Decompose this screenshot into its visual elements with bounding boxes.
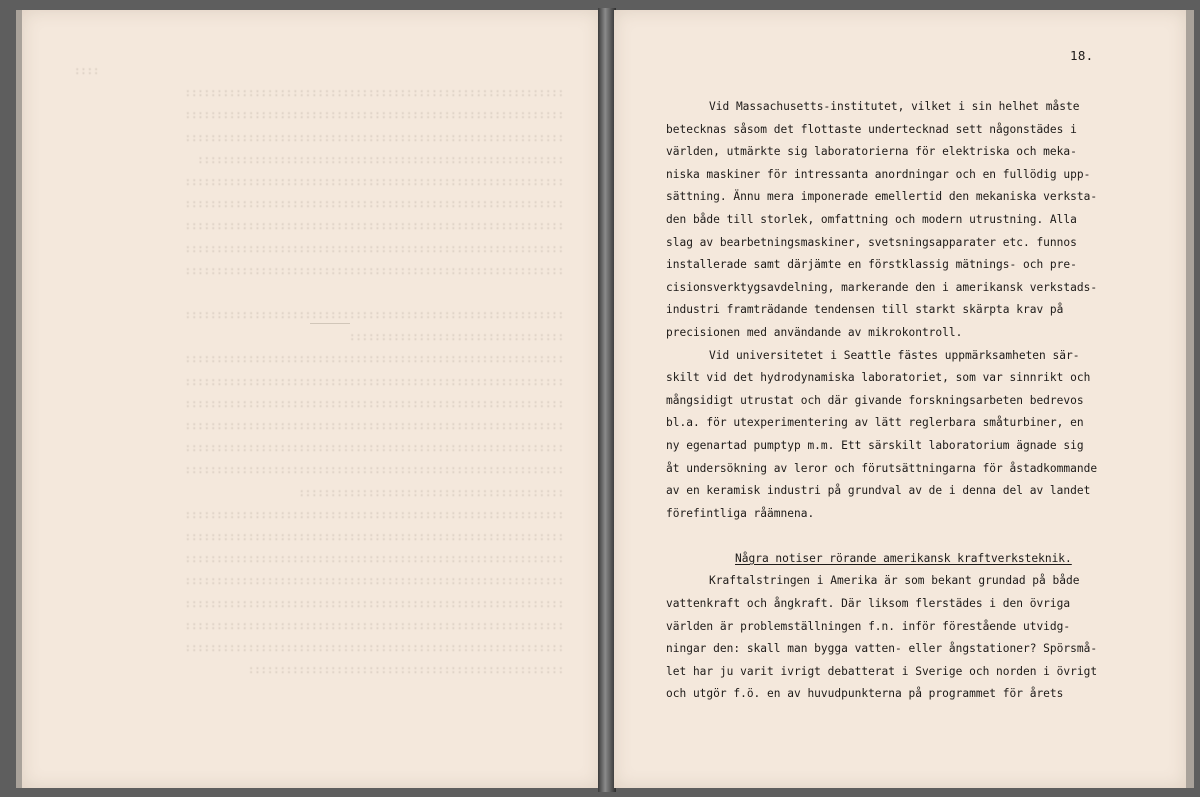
text-line: åt undersökning av leror och förutsättningarna för åstadkommande	[666, 461, 1098, 475]
page-body	[666, 96, 1096, 706]
right-page-edge	[1186, 10, 1194, 788]
text-line: bl.a. för utexperimentering av lätt reglerbara småturbiner, en	[666, 416, 1084, 430]
text-line: världen är problemställningen f.n. inför förestående utvidg-	[666, 619, 1071, 633]
text-line: slag av bearbetningsmaskiner, svetsningsapparater etc. funnos	[666, 235, 1077, 249]
text-line: vattenkraft och ångkraft. Där liksom flerstädes i den övriga	[666, 597, 1071, 611]
text-line: Vid universitetet i Seattle fästes uppmärksamheten sär-	[709, 348, 1080, 362]
paragraph-1	[666, 96, 1096, 345]
text-line: precisionen med användande av mikrokontroll.	[666, 325, 963, 339]
text-line: betecknas såsom det flottaste undertecknad sett någonstädes i	[666, 122, 1077, 136]
paragraph-spacer	[666, 525, 1096, 548]
text-line: Vid Massachusetts-institutet, vilket i sin helhet måste	[709, 100, 1080, 113]
text-line: cisionsverktygsavdelning, markerande den i amerikansk verkstads-	[666, 280, 1098, 294]
text-line: niska maskiner för intressanta anordningar och en fullödig upp-	[666, 167, 1091, 181]
text-line: sättning. Ännu mera imponerade emellertid den mekaniska verksta-	[666, 190, 1098, 204]
text-line: let har ju varit ivrigt debatterat i Sverige och norden i övrigt	[666, 664, 1098, 678]
text-line: ningar den: skall man bygga vatten- eller ångstationer? Spörsmå-	[666, 642, 1098, 656]
text-line: världen, utmärkte sig laboratorierna för elektriska och meka-	[666, 145, 1077, 159]
text-line: och utgör f.ö. en av huvudpunkterna på programmet för årets	[666, 687, 1064, 701]
paragraph-3	[666, 570, 1096, 706]
text-line: skilt vid det hydrodynamiska laboratoriet, som var sinnrikt och	[666, 371, 1091, 385]
paragraph-2	[666, 345, 1096, 526]
text-line: ny egenartad pumptyp m.m. Ett särskilt laboratorium ägnade sig	[666, 438, 1084, 452]
text-line: av en keramisk industri på grundval av de i denna del av landet	[666, 484, 1091, 498]
bleed-through-texture: :::: :::::::::::::::::::::::::::::::::::::::::::::::::::::::::::: :::::::::::::::::::::::::::::::::::::::::::::::::::::::::::: :::::::::::::::::::::::::::::::::::::::::::::::::::::::::::: :::::::::::::::::::::::::::::::::::::::::::::::::::::::::: :::::::::::::::::::::::::::::::::::::::::::::::::::::::::::: :::::::::::::::::::::::::::::::::::::::::::::::::::::::::::: :::::::::::::::::::::::::::::::::::::::::::::::::::::::::::: :::::::::::::::::::::::::::::::::::::::::::::::::::::::::::: :::::::::::::::::::::::::::::::::::::::::::::::::::::::::::: :::::::::::::::::::::::::::::::::::::::::::::::::::::::::::: :::::::::::::::::::::::::::::::::: :::::::::::::::::::::::::::::::::::::::::::::::::::::::::::: :::::::::::::::::::::::::::::::::::::::::::::::::::::::::::: :::::::::::::::::::::::::::::::::::::::::::::::::::::::::::: :::::::::::::::::::::::::::::::::::::::::::::::::::::::::::: :::::::::::::::::::::::::::::::::::::::::::::::::::::::::::: :::::::::::::::::::::::::::::::::::::::::::::::::::::::::::: :::::::::::::::::::::::::::::::::::::::::: :::::::::::::::::::::::::::::::::::::::::::::::::::::::::::: :::::::::::::::::::::::::::::::::::::::::::::::::::::::::::: :::::::::::::::::::::::::::::::::::::::::::::::::::::::::::: :::::::::::::::::::::::::::::::::::::::::::::::::::::::::::: :::::::::::::::::::::::::::::::::::::::::::::::::::::::::::: :::::::::::::::::::::::::::::::::::::::::::::::::::::::::::: :::::::::::::::::::::::::::::::::::::::::::::::::::::::::::: ::::::::::::::::::::::::::::::::::::::::::::::::::	[74, 65, 564, 677]
bleed-through-rule	[310, 323, 350, 324]
text-line: den både till storlek, omfattning och modern utrustning. Alla	[666, 212, 1077, 226]
text-line: mångsidigt utrustat och där givande forskningsarbeten bedrevos	[666, 393, 1084, 407]
text-line: industri framträdande tendensen till starkt skärpta krav på	[666, 303, 1064, 317]
text-line: förefintliga råämnena.	[666, 506, 815, 520]
section-heading: Några notiser rörande amerikansk kraftverksteknik.	[735, 551, 1072, 565]
text-line: Kraftalstringen i Amerika är som bekant grundad på både	[709, 574, 1080, 588]
page-number: 18.	[1070, 48, 1094, 63]
text-line: installerade samt därjämte en förstklassig mätnings- och pre-	[666, 258, 1077, 272]
